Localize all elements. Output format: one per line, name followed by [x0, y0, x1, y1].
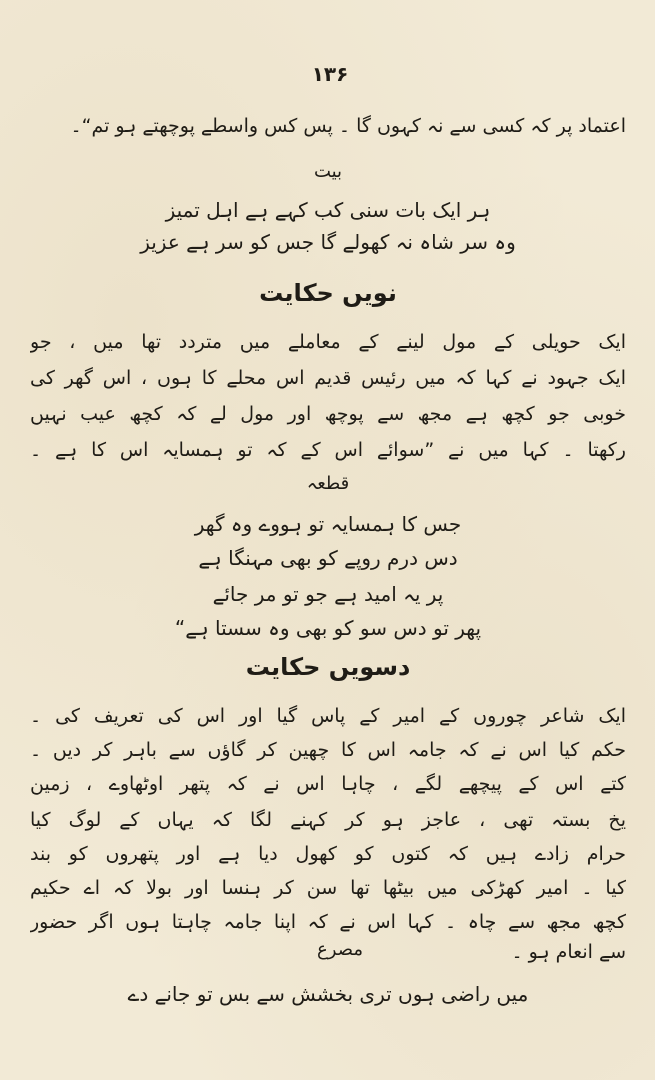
section-label-qita: قطعہ [306, 473, 350, 494]
text-line-1: اعتماد پر کہ کسی سے نہ کہوں گا ۔ پس کس واسطے پوچھتے ہو تم“۔ [70, 115, 626, 137]
section-label-misra: مصرع [317, 939, 363, 960]
story-line-2: حکم کیا اس نے کہ جامہ اس کا چھین کر گاؤں سے باہر کر دیں ۔ [30, 739, 626, 761]
qita-line-3: پر یہ امید ہے جو تو مر جائے [212, 582, 444, 606]
heading-tenth-story: دسویں حکایت [245, 653, 411, 681]
verse-line-2: وہ سر شاہ نہ کھولے گا جس کو سر ہے عزیز [140, 230, 516, 254]
misra-line: میں راضی ہوں تری بخشش سے بس تو جانے دے [127, 982, 529, 1006]
page-number: ۱۳۶ [311, 62, 349, 86]
story-line-5: حرام زادے ہیں کہ کتوں کو کھول دیا ہے اور پتھروں کو بند [30, 843, 626, 865]
story-line-6: کیا ۔ امیر کھڑکی میں بیٹھا تھا سن کر ہنسا اور بولا کہ اے حکیم [30, 877, 626, 899]
story-line-4: یخ بستہ تھی ، عاجز ہو کر کہنے لگا کہ یہاں کے لوگ کیا [30, 809, 626, 831]
paragraph-line-2: ایک جہود نے کہا کہ میں رئیس قدیم اس محلے کا ہوں ، اس گھر کی [30, 367, 626, 389]
paragraph-line-1: ایک حویلی کے مول لینے کے معاملے میں متردد تھا میں ، جو [30, 331, 626, 353]
story-line-1: ایک شاعر چوروں کے امیر کے پاس گیا اور اس کی تعریف کی ۔ [30, 705, 626, 727]
qita-line-4: پھر تو دس سو کو بھی وہ سستا ہے“ [174, 616, 482, 640]
section-label-bait: بیت [313, 161, 343, 182]
verse-line-1: ہر ایک بات سنی کب کہے ہے اہل تمیز [165, 198, 491, 222]
story-line-3: کتے اس کے پیچھے لگے ، چاہا اس نے کہ پتھر اوٹھاوے ، زمین [30, 773, 626, 795]
paragraph-line-3: خوبی جو کچھ ہے مجھ سے پوچھ اور مول لے کہ کچھ عیب نہیں [30, 403, 626, 425]
paragraph-line-4: رکھتا ۔ کہا میں نے ”سوائے اس کے کہ تو ہمسایہ اس کا ہے ۔ [30, 439, 626, 461]
story-line-8: سے انعام ہو ۔ [511, 941, 626, 963]
qita-line-2: دس درم روپے کو بھی مہنگا ہے [198, 546, 458, 570]
story-line-7: کچھ مجھ سے چاہ ۔ کہا اس نے کہ اپنا جامہ چاہتا ہوں اگر حضور [30, 911, 626, 933]
qita-line-1: جس کا ہمسایہ تو ہووے وہ گھر [194, 512, 462, 536]
heading-ninth-story: نویں حکایت [259, 279, 397, 307]
